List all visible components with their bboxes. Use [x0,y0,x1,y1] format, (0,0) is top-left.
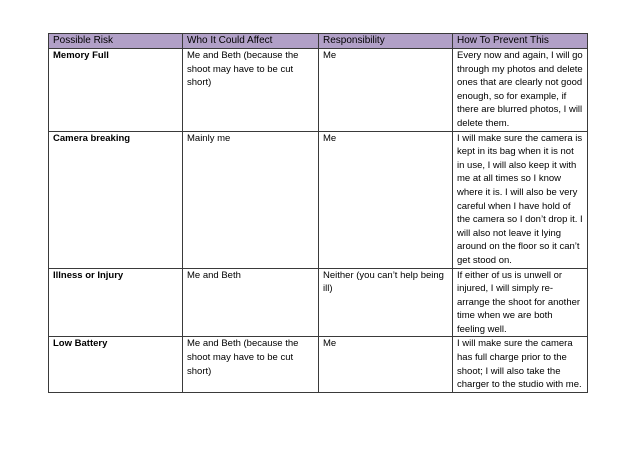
prevent-cell: Every now and again, I will go through my photos and delete ones that are clearly not good enough, so for example, if there are blurred photos, I will delete them. [453,49,588,132]
header-row [49,34,588,49]
header-responsibility: Responsibility [319,34,453,49]
affect-cell: Me and Beth (because the shoot may have to be cut short) [183,337,319,392]
responsibility-cell: Me [319,49,453,132]
table-row [49,337,588,392]
prevent-cell: I will make sure the camera has full charge prior to the shoot; I will also take the charger to the studio with me. [453,337,588,392]
responsibility-cell: Me [319,337,453,392]
responsibility-cell: Me [319,131,453,268]
risk-assessment-table [48,33,588,393]
responsibility-cell: Neither (you can’t help being ill) [319,268,453,337]
affect-cell: Me and Beth (because the shoot may have to be cut short) [183,49,319,132]
risk-cell: Camera breaking [49,131,183,268]
table-row [49,268,588,337]
risk-cell: Memory Full [49,49,183,132]
header-possible-risk: Possible Risk [49,34,183,49]
risk-cell: Low Battery [49,337,183,392]
header-how-to-prevent: How To Prevent This [453,34,588,49]
risk-cell: Illness or Injury [49,268,183,337]
affect-cell: Me and Beth [183,268,319,337]
prevent-cell: I will make sure the camera is kept in its bag when it is not in use, I will also keep it with me at all times so I know where it is. I will also be very careful when I have hold of the camera so I don’t drop it. I will also not leave it lying around on the floor so it can’t get stood on. [453,131,588,268]
header-who-it-could-affect: Who It Could Affect [183,34,319,49]
prevent-cell: If either of us is unwell or injured, I will simply re-arrange the shoot for another time when we are both feeling well. [453,268,588,337]
affect-cell: Mainly me [183,131,319,268]
table-row [49,49,588,132]
table-row [49,131,588,268]
